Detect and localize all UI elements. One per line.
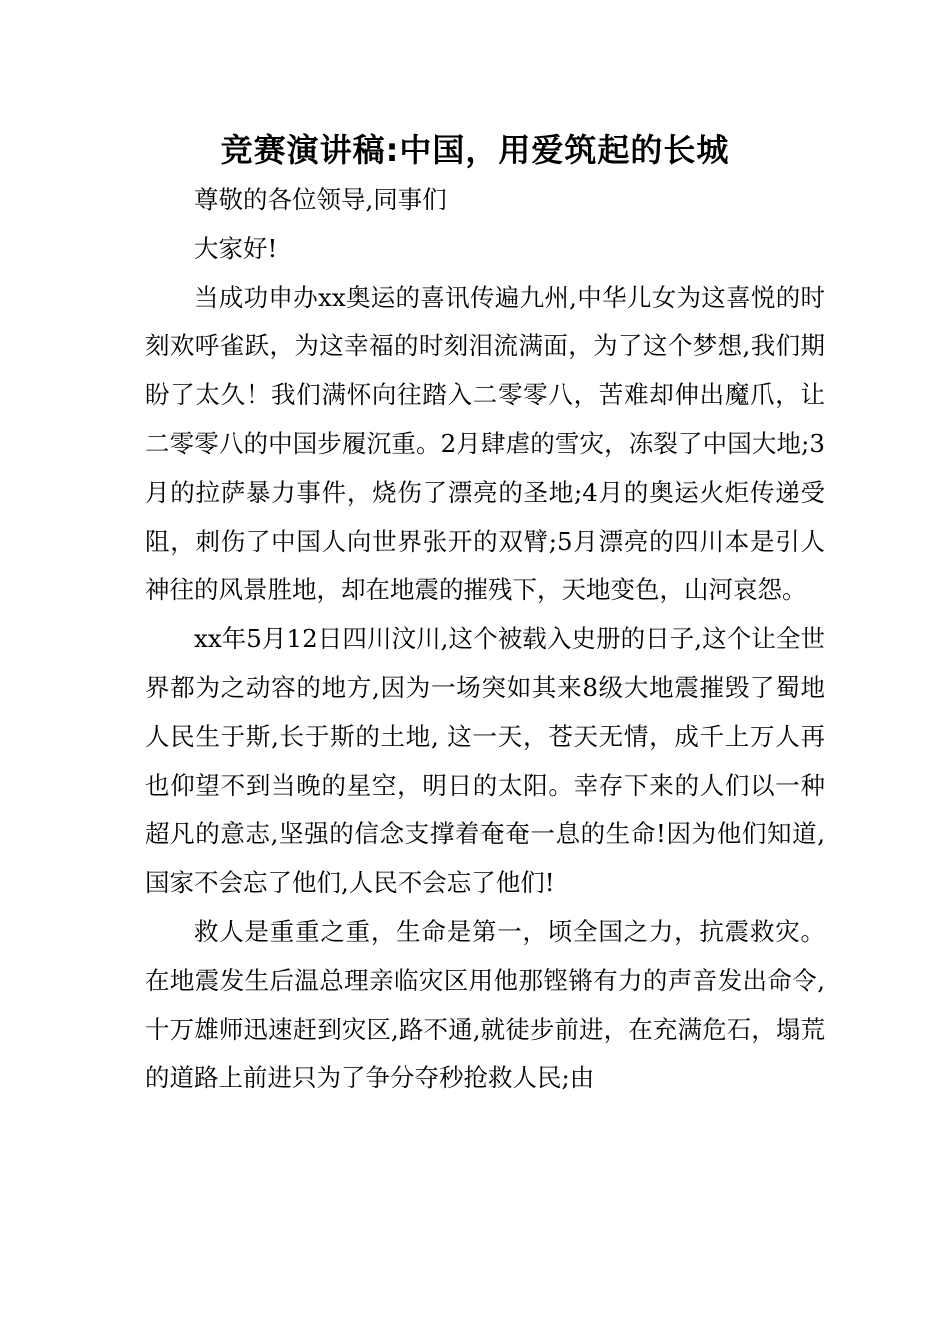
document-body [145, 176, 825, 1103]
paragraph-2: xx年5月12日四川汶川,这个被载入史册的日子,这个让全世界都为之动容的地方,因为一场突如其来8级大地震摧毁了蜀地人民生于斯,长于斯的土地, 这一天，苍天无情，成千上万人再也仰望不到当晚的星空，明日的太阳。幸存下来的人们以一种超凡的意志,坚强的信念支撑着奄奄一息的生命!因为他们知道,国家不会忘了他们,人民不会忘了他们! [145, 624, 825, 898]
page-title: 竞赛演讲稿:中国，用爱筑起的长城 [220, 131, 730, 169]
paragraph-1: 当成功申办xx奥运的喜讯传遍九州,中华儿女为这喜悦的时刻欢呼雀跃，为这幸福的时刻泪流满面，为了这个梦想,我们期盼了太久！我们满怀向往踏入二零零八，苦难却伸出魔爪，让二零零八的中国步履沉重。2月肆虐的雪灾，冻裂了中国大地;3月的拉萨暴力事件，烧伤了漂亮的圣地;4月的奥运火炬传递受阻，刺伤了中国人向世界张开的双臂;5月漂亮的四川本是引人神往的风景胜地，却在地震的摧残下，天地变色，山河哀怨。 [145, 282, 825, 605]
greeting-line: 尊敬的各位领导,同事们 [194, 185, 447, 214]
salutation-line: 大家好! [194, 233, 278, 263]
paragraph-3: 救人是重重之重，生命是第一，顷全国之力，抗震救灾。在地震发生后温总理亲临灾区用他那铿锵有力的声音发出命令,十万雄师迅速赶到灾区,路不通,就徒步前进，在充满危石，塌荒的道路上前进只为了争分夺秒抢救人民;由 [145, 916, 825, 1093]
